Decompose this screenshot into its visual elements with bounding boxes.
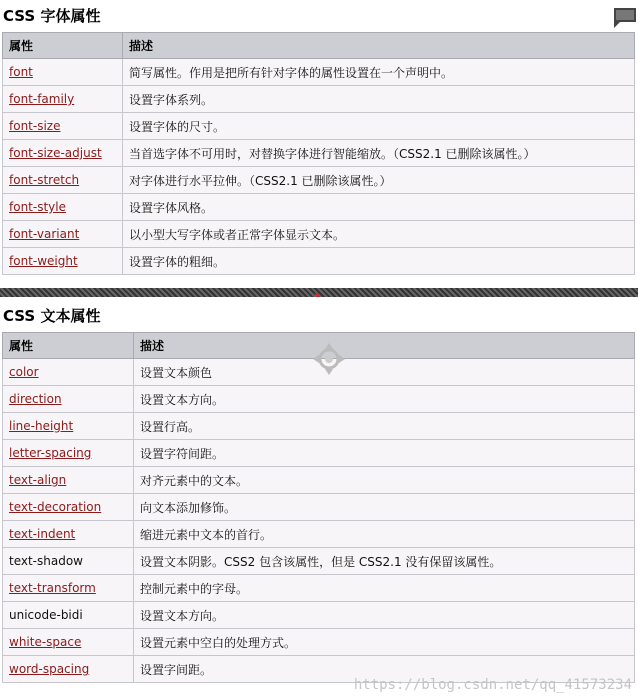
description-cell: 对齐元素中的文本。	[134, 467, 635, 494]
header-description: 描述	[123, 33, 635, 59]
description-cell: 设置字体的粗细。	[123, 248, 635, 275]
description-cell: 设置字体风格。	[123, 194, 635, 221]
table-header-row	[3, 33, 635, 59]
property-cell	[3, 575, 134, 602]
property-link[interactable]: font-variant	[9, 227, 80, 241]
description-cell: 对字体进行水平拉伸。（CSS2.1 已删除该属性。）	[123, 167, 635, 194]
table-row	[3, 440, 635, 467]
property-cell	[3, 167, 123, 194]
property-cell	[3, 86, 123, 113]
property-cell	[3, 548, 134, 575]
description-cell: 设置文本阴影。CSS2 包含该属性，但是 CSS2.1 没有保留该属性。	[134, 548, 635, 575]
table-row	[3, 548, 635, 575]
description-cell: 设置字符间距。	[134, 440, 635, 467]
section-divider	[0, 288, 638, 297]
table-row	[3, 494, 635, 521]
property-cell	[3, 386, 134, 413]
description-cell: 设置字体系列。	[123, 86, 635, 113]
property-name: unicode-bidi	[9, 608, 83, 622]
property-cell	[3, 140, 123, 167]
property-link[interactable]: font-weight	[9, 254, 78, 268]
property-link[interactable]: font-size	[9, 119, 61, 133]
property-link[interactable]: color	[9, 365, 39, 379]
table-row	[3, 575, 635, 602]
text-section-title: CSS 文本属性	[3, 307, 101, 325]
table-row	[3, 194, 635, 221]
property-cell	[3, 602, 134, 629]
header-description: 描述	[134, 333, 635, 359]
property-cell	[3, 113, 123, 140]
property-cell	[3, 656, 134, 683]
property-link[interactable]: text-transform	[9, 581, 96, 595]
description-cell: 简写属性。作用是把所有针对字体的属性设置在一个声明中。	[123, 59, 635, 86]
description-cell: 向文本添加修饰。	[134, 494, 635, 521]
font-properties-section	[0, 0, 638, 275]
property-cell	[3, 413, 134, 440]
property-link[interactable]: text-indent	[9, 527, 76, 541]
table-row	[3, 467, 635, 494]
property-link[interactable]: font-style	[9, 200, 66, 214]
table-row	[3, 602, 635, 629]
property-name: text-shadow	[9, 554, 83, 568]
table-row	[3, 248, 635, 275]
property-link[interactable]: font-family	[9, 92, 75, 106]
property-link[interactable]: font-size-adjust	[9, 146, 102, 160]
property-link[interactable]: line-height	[9, 419, 74, 433]
font-section-title: CSS 字体属性	[3, 7, 101, 25]
description-cell: 控制元素中的字母。	[134, 575, 635, 602]
font-properties-table	[2, 32, 635, 275]
text-properties-table	[2, 332, 635, 683]
description-cell: 设置字间距。	[134, 656, 635, 683]
property-link[interactable]: direction	[9, 392, 62, 406]
property-cell	[3, 440, 134, 467]
table-row	[3, 113, 635, 140]
description-cell: 当首选字体不可用时，对替换字体进行智能缩放。（CSS2.1 已删除该属性。）	[123, 140, 635, 167]
divider-marker	[315, 293, 319, 297]
table-row	[3, 140, 635, 167]
property-link[interactable]: font	[9, 65, 33, 79]
description-cell: 设置元素中空白的处理方式。	[134, 629, 635, 656]
description-cell: 设置文本颜色	[134, 359, 635, 386]
header-property: 属性	[3, 333, 134, 359]
property-cell	[3, 467, 134, 494]
move-cursor-icon	[312, 342, 346, 376]
table-row	[3, 629, 635, 656]
property-link[interactable]: word-spacing	[9, 662, 90, 676]
table-row	[3, 221, 635, 248]
table-row	[3, 521, 635, 548]
description-cell: 缩进元素中文本的首行。	[134, 521, 635, 548]
property-link[interactable]: white-space	[9, 635, 82, 649]
description-cell: 设置文本方向。	[134, 602, 635, 629]
property-link[interactable]: font-stretch	[9, 173, 80, 187]
property-cell	[3, 248, 123, 275]
description-cell: 设置字体的尺寸。	[123, 113, 635, 140]
property-cell	[3, 194, 123, 221]
table-row	[3, 86, 635, 113]
property-link[interactable]: letter-spacing	[9, 446, 92, 460]
watermark: https://blog.csdn.net/qq_41573234	[353, 677, 632, 693]
property-cell	[3, 494, 134, 521]
table-row	[3, 59, 635, 86]
table-row	[3, 167, 635, 194]
property-link[interactable]: text-align	[9, 473, 67, 487]
description-cell: 设置文本方向。	[134, 386, 635, 413]
property-cell	[3, 629, 134, 656]
property-cell	[3, 59, 123, 86]
property-link[interactable]: text-decoration	[9, 500, 102, 514]
table-row	[3, 413, 635, 440]
property-cell	[3, 359, 134, 386]
flag-icon	[612, 4, 638, 30]
property-cell	[3, 221, 123, 248]
header-property: 属性	[3, 33, 123, 59]
description-cell: 设置行高。	[134, 413, 635, 440]
property-cell	[3, 521, 134, 548]
table-row	[3, 386, 635, 413]
description-cell: 以小型大写字体或者正常字体显示文本。	[123, 221, 635, 248]
